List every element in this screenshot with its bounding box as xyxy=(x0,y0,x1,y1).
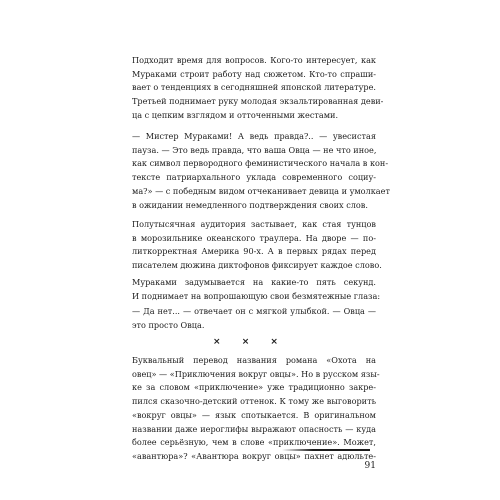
text-line: в морозильнике океанского траулера. На дворе — по- xyxy=(132,232,376,243)
text-line: вает о тенденциях в сегодняшней японской литературе. xyxy=(132,82,376,93)
text-line: Мураками задумывается на какие-то пять секунд. xyxy=(132,277,376,287)
text-line: пился сказочно-детский оттенок. К тому же выговорить xyxy=(132,396,376,407)
text-line: «авантюра»? «Авантюра вокруг овцы» пахнет адюльте- xyxy=(132,450,376,461)
paragraph-translation xyxy=(132,354,380,464)
text-line: более серьёзную, чем в слове «приключение». Может, xyxy=(132,437,376,448)
text-line: ца с цепким взглядом и отточенными жестами. xyxy=(132,109,339,120)
paragraph-murakami-thinks xyxy=(132,276,381,303)
text-line: как символ первородного феминистического начала в кон- xyxy=(132,158,389,169)
paragraph-girl-question xyxy=(132,130,390,212)
section-separator: × × × xyxy=(213,337,287,347)
text-line: — Да нет... — отвечает он с мягкой улыбкой. — Овца — xyxy=(132,306,376,316)
text-line: «вокруг овцы» — язык спотыкается. В оригинальном xyxy=(132,409,376,420)
text-line: Подходит время для вопросов. Кого-то интересует, как xyxy=(132,55,376,65)
paragraph-answer xyxy=(132,305,376,332)
text-line: ма?» — с победным видом отчеканивает девица и умолкает xyxy=(132,185,390,196)
text-line: писателем дюжина диктофонов фиксирует каждое слово. xyxy=(132,260,382,271)
text-line: это просто Овца. xyxy=(132,319,205,330)
page-number: 91 xyxy=(364,461,376,471)
text-line: овец» — «Приключения вокруг овцы». Но в русском язы- xyxy=(132,368,380,379)
footer-rule xyxy=(282,449,370,451)
text-line: названии даже иероглифы выражают опасность — куда xyxy=(132,423,376,434)
text-line: Полутысячная аудитория застывает, как стая тунцов xyxy=(132,219,376,229)
paragraph-questions xyxy=(132,54,384,123)
text-line: в ожидании немедленного подтверждения своих слов. xyxy=(132,199,368,210)
text-line: Мураками строит работу над сюжетом. Кто-то спраши- xyxy=(132,68,376,79)
paragraph-audience xyxy=(132,218,382,273)
text-line: Буквальный перевод названия романа «Охота на xyxy=(132,355,376,365)
text-line: ке за словом «приключение» уже традиционно закре- xyxy=(132,382,376,393)
text-line: литкорректная Америка 90-х. А в первых рядах перед xyxy=(132,246,376,257)
text-line: пауза. — Это ведь правда, что ваша Овца — не что иное, xyxy=(132,144,377,155)
text-line: И поднимает на вопрошающую свои безмятежные глаза: xyxy=(132,290,381,301)
text-line: тексте патриархального уклада современного социу- xyxy=(132,172,376,183)
text-line: Третьей поднимает руку молодая экзальтированная деви- xyxy=(132,96,384,107)
text-line: — Мистер Мураками! А ведь правда?.. — увесистая xyxy=(132,131,376,141)
